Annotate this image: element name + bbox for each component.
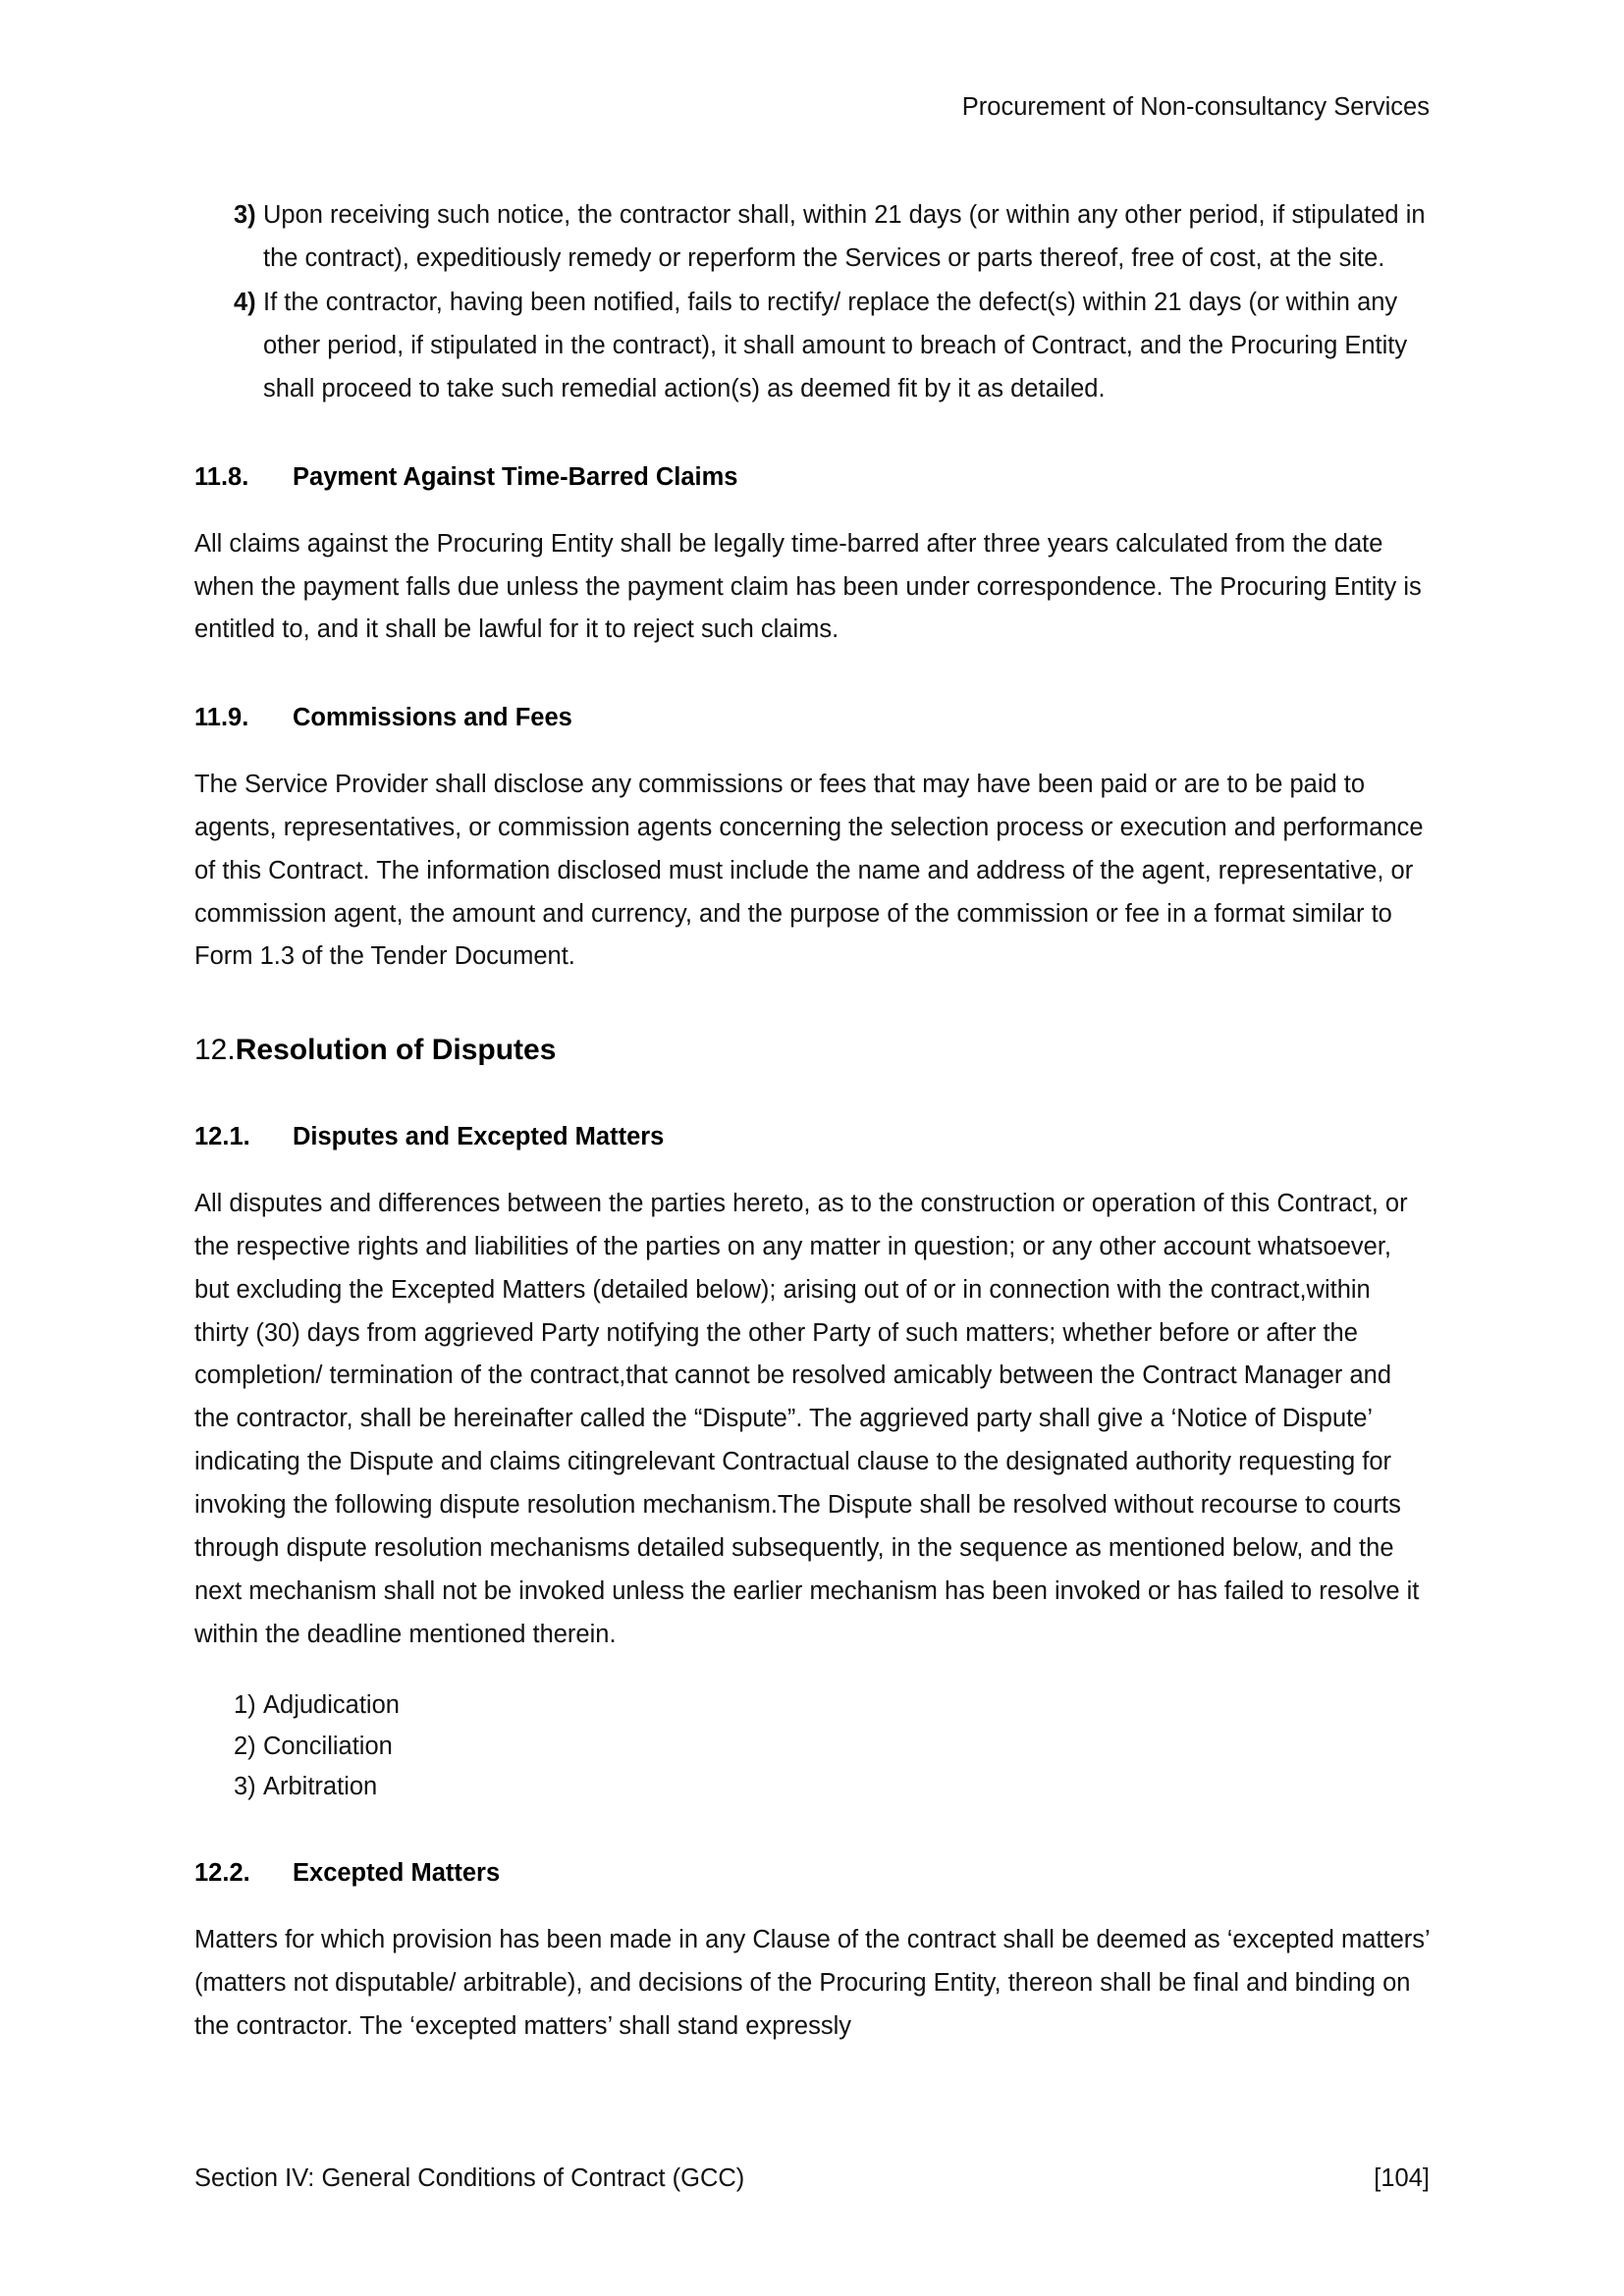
list-item [194,194,1430,281]
heading-11-8-title: Payment Against Time-Barred Claims [293,462,738,491]
list-item-marker: 4) [234,289,256,317]
heading-12-2-title: Excepted Matters [293,1859,501,1888]
dispute-mechanism-list [194,1685,1430,1807]
list-item-text: If the contractor, having been notified, fails to rectify/ replace the defect(s) within 21 days (or within any other period, if stipulated in the contract), it shall amount to breach of Contract, and the Procuring Entity shall proceed to take such remedial action(s) as deemed fit by it as detailed. [263,289,1408,403]
heading-11-8-number: 11.8. [194,462,249,491]
heading-section-12-title: Resolution of Disputes [235,1034,557,1067]
heading-12-1 [194,1120,1430,1155]
heading-11-8 [194,460,1430,496]
list-item-marker: 3) [234,1772,256,1800]
page-content [194,90,1430,2049]
list-item-marker: 3) [234,200,256,229]
paragraph-12-2: Matters for which provision has been made in any Clause of the contract shall be deemed as ‘excepted matters’ (matters not disputable/ arbitrable), and decisions of the Procuring Entity, thereon shall be final and binding on the contractor. The ‘excepted matters’ shall stand expressly [194,1925,1430,2040]
list-item-marker: 2) [234,1732,256,1760]
list-item-text: Adjudication [263,1691,400,1720]
footer-page-number: [104] [1374,2164,1430,2192]
heading-11-9-number: 11.9. [194,704,249,732]
clause-11-7-list [194,194,1430,411]
list-item-text: Arbitration [263,1772,378,1800]
list-item-text: Conciliation [263,1732,393,1760]
footer-section-label: Section IV: General Conditions of Contract (GCC) [194,2164,745,2192]
page-footer [194,2164,1430,2193]
heading-12-1-number: 12.1. [194,1123,250,1151]
heading-11-9-title: Commissions and Fees [293,704,572,732]
heading-11-9 [194,701,1430,736]
heading-12-2 [194,1856,1430,1892]
paragraph-12-1: All disputes and differences between the parties hereto, as to the construction or operation of this Contract, or the respective rights and liabilities of the parties on any matter in question; or any other account whatsoever, but excluding the Excepted Matters (detailed below); arising out of or in connection with the contract,within thirty (30) days from aggrieved Party notifying the other Party of such matters; whether before or after the completion/ termination of the contract,that cannot be resolved amicably between the Contract Manager and the contractor, shall be hereinafter called the “Dispute”. The aggrieved party shall give a ‘Notice of Dispute’ indicating the Dispute and claims citingrelevant Contractual clause to the designated authority requesting for invoking the following dispute resolution mechanism.The Dispute shall be resolved without recourse to courts through dispute resolution mechanisms detailed subsequently, in the sequence as mentioned below, and the next mechanism shall not be invoked unless the earlier mechanism has been invoked or has failed to resolve it within the deadline mentioned therein. [194,1189,1420,1648]
list-item [194,1727,1430,1767]
heading-12-2-number: 12.2. [194,1859,250,1888]
list-item [194,1767,1430,1807]
heading-section-12 [194,1030,1430,1071]
page-header: Procurement of Non-consultancy Services [961,93,1430,121]
list-item-marker: 1) [234,1691,256,1720]
list-item [194,282,1430,411]
paragraph-11-8: All claims against the Procuring Entity shall be legally time-barred after three years calculated from the date when the payment falls due unless the payment claim has been under correspondence. The Procuring Entity is entitled to, and it shall be lawful for it to reject such claims. [194,529,1422,644]
list-item-text: Upon receiving such notice, the contractor shall, within 21 days (or within any other period, if stipulated in the contract), expeditiously remedy or reperform the Services or parts thereof, free of cost, at the site. [263,200,1426,272]
paragraph-11-9: The Service Provider shall disclose any commissions or fees that may have been paid or are to be paid to agents, representatives, or commission agents concerning the selection process or execution and performance of this Contract. The information disclosed must include the name and address of the agent, representative, or commission agent, the amount and currency, and the purpose of the commission or fee in a format similar to Form 1.3 of the Tender Document. [194,770,1424,971]
list-item [194,1685,1430,1726]
heading-12-1-title: Disputes and Excepted Matters [293,1123,665,1151]
heading-section-12-number: 12. [194,1034,236,1067]
